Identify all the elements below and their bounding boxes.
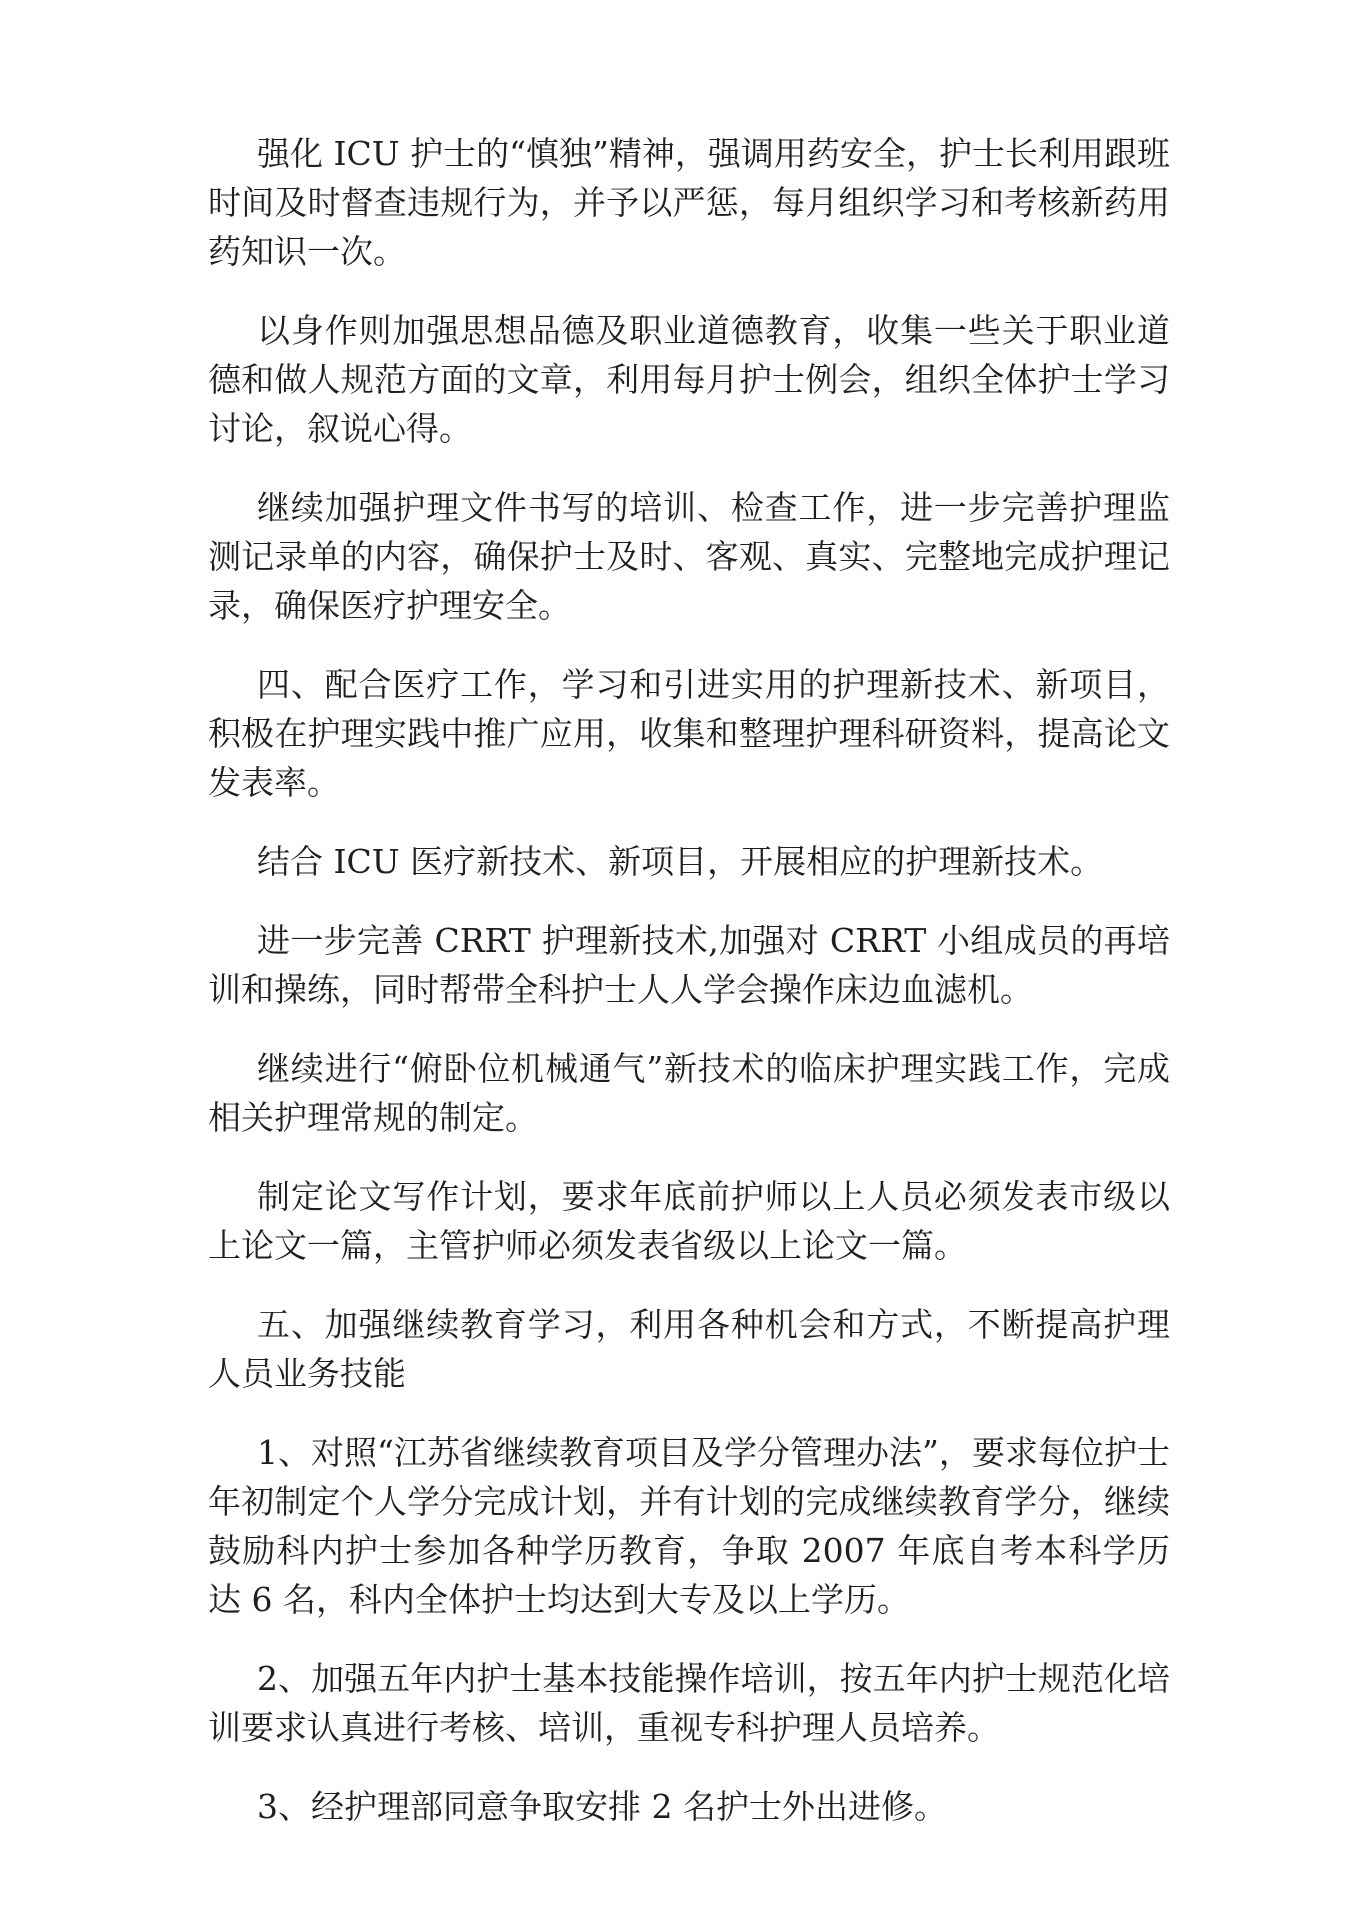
paragraph-10: 1、对照“江苏省继续教育项目及学分管理办法”，要求每位护士年初制定个人学分完成计划，并有计划的完成继续教育学分，继续鼓励科内护士参加各种学历教育，争取 2007 年底自考本科学历达 6 名，科内全体护士均达到大专及以上学历。 (208, 1433, 1170, 1619)
paragraph-7: 继续进行“俯卧位机械通气”新技术的临床护理实践工作，完成相关护理常规的制定。 (208, 1049, 1170, 1137)
paragraph-8: 制定论文写作计划，要求年底前护师以上人员必须发表市级以上论文一篇，主管护师必须发表省级以上论文一篇。 (208, 1177, 1170, 1265)
document-body (208, 129, 1170, 1861)
paragraph-1: 强化 ICU 护士的“慎独”精神，强调用药安全，护士长利用跟班时间及时督查违规行为，并予以严惩，每月组织学习和考核新药用药知识一次。 (208, 134, 1170, 271)
paragraph-3: 继续加强护理文件书写的培训、检查工作，进一步完善护理监测记录单的内容，确保护士及时、客观、真实、完整地完成护理记录，确保医疗护理安全。 (208, 488, 1170, 625)
paragraph-12: 3、经护理部同意争取安排 2 名护士外出进修。 (257, 1787, 947, 1826)
paragraph-2: 以身作则加强思想品德及职业道德教育，收集一些关于职业道德和做人规范方面的文章，利用每月护士例会，组织全体护士学习讨论，叙说心得。 (208, 311, 1170, 448)
paragraph-4: 四、配合医疗工作，学习和引进实用的护理新技术、新项目，积极在护理实践中推广应用，收集和整理护理科研资料，提高论文发表率。 (208, 665, 1170, 802)
paragraph-9: 五、加强继续教育学习，利用各种机会和方式，不断提高护理人员业务技能 (208, 1305, 1170, 1393)
paragraph-5: 结合 ICU 医疗新技术、新项目，开展相应的护理新技术。 (257, 842, 1104, 881)
paragraph-6: 进一步完善 CRRT 护理新技术,加强对 CRRT 小组成员的再培训和操练，同时帮带全科护士人人学会操作床边血滤机。 (208, 921, 1170, 1009)
paragraph-11: 2、加强五年内护士基本技能操作培训，按五年内护士规范化培训要求认真进行考核、培训，重视专科护理人员培养。 (208, 1659, 1170, 1747)
